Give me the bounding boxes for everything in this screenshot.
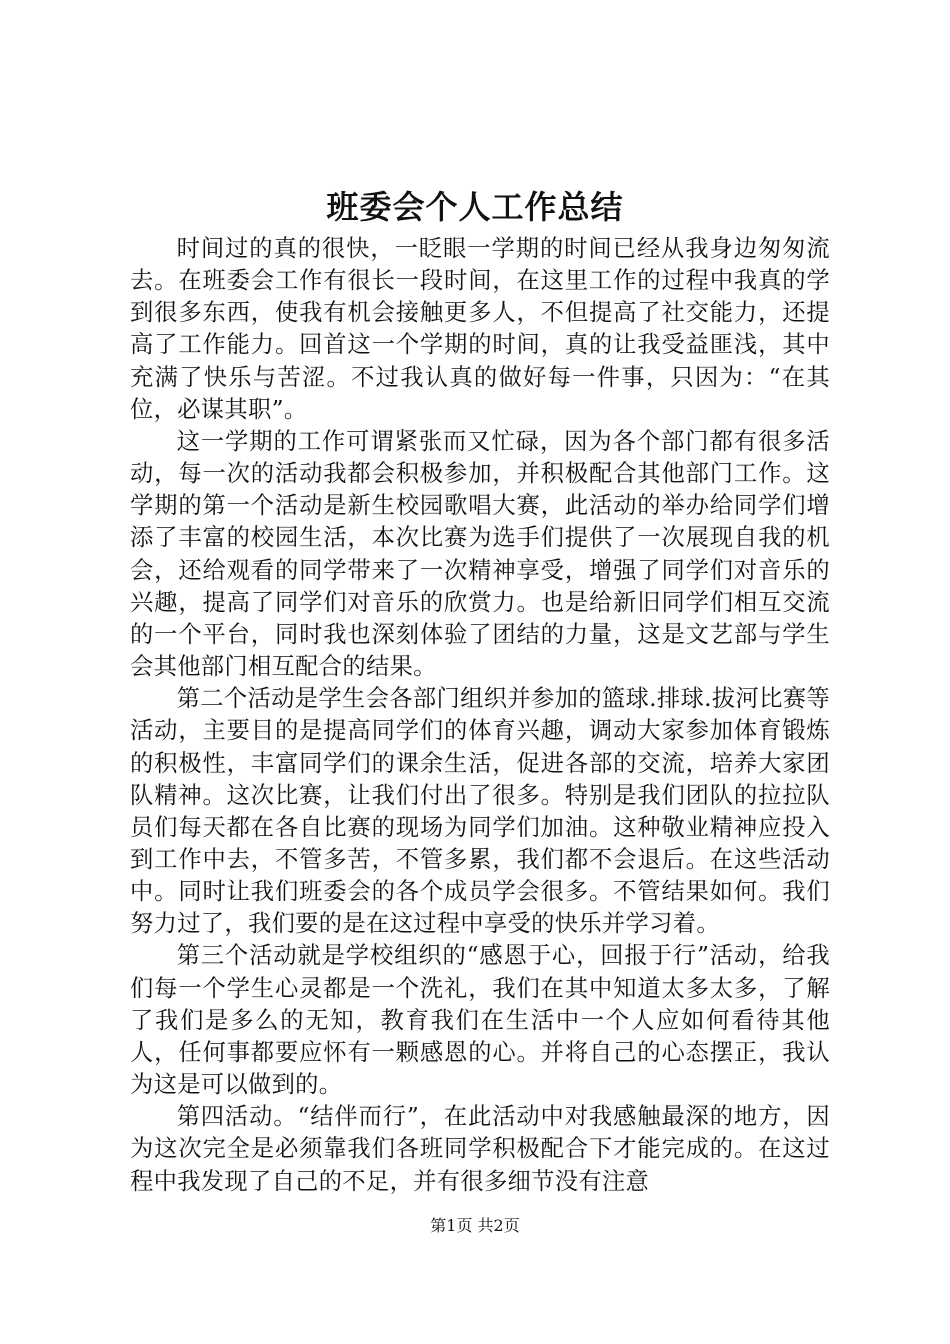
paragraph-1: 时间过的真的很快，一眨眼一学期的时间已经从我身边匆匆流去。在班委会工作有很长一段时间，在这里工作的过程中我真的学到很多东西，使我有机会接触更多人，不但提高了社交能力，还提高了工作能力。回首这一个学期的时间，真的让我受益匪浅，其中充满了快乐与苦涩。不过我认真的做好每一件事，只因为：“在其位，必谋其职”。 <box>130 235 830 423</box>
paragraph-2: 这一学期的工作可谓紧张而又忙碌，因为各个部门都有很多活动，每一次的活动我都会积极参加，并积极配合其他部门工作。这学期的第一个活动是新生校园歌唱大赛，此活动的举办给同学们增添了丰富的校园生活，本次比赛为选手们提供了一次展现自我的机会，还给观看的同学带来了一次精神享受，增强了同学们对音乐的兴趣，提高了同学们对音乐的欣赏力。也是给新旧同学们相互交流的一个平台，同时我也深刻体验了团结的力量，这是文艺部与学生会其他部门相互配合的结果。 <box>130 427 830 681</box>
paragraph-4: 第三个活动就是学校组织的“感恩于心，回报于行”活动，给我们每一个学生心灵都是一个洗礼，我们在其中知道太多太多，了解了我们是多么的无知，教育我们在生活中一个人应如何看待其他人，任何事都要应怀有一颗感恩的心。并将自己的心态摆正，我认为这是可以做到的。 <box>130 942 830 1099</box>
document-title: 班委会个人工作总结 <box>326 188 624 226</box>
paragraph-5: 第四活动。“结伴而行”，在此活动中对我感触最深的地方，因为这次完全是必须靠我们各班同学积极配合下才能完成的。在这过程中我发现了自己的不足，并有很多细节没有注意 <box>130 1103 830 1195</box>
paragraph-3: 第二个活动是学生会各部门组织并参加的篮球.排球.拔河比赛等活动，主要目的是提高同学们的体育兴趣，调动大家参加体育锻炼的积极性，丰富同学们的课余生活，促进各部的交流，培养大家团队精神。这次比赛，让我们付出了很多。特别是我们团队的拉拉队员们每天都在各自比赛的现场为同学们加油。这种敬业精神应投入到工作中去，不管多苦，不管多累，我们都不会退后。在这些活动中。同时让我们班委会的各个成员学会很多。不管结果如何。我们努力过了，我们要的是在这过程中享受的快乐并学习着。 <box>130 685 830 938</box>
page-number-footer: 第1页 共2页 <box>430 1216 520 1235</box>
document-body <box>130 233 830 1198</box>
